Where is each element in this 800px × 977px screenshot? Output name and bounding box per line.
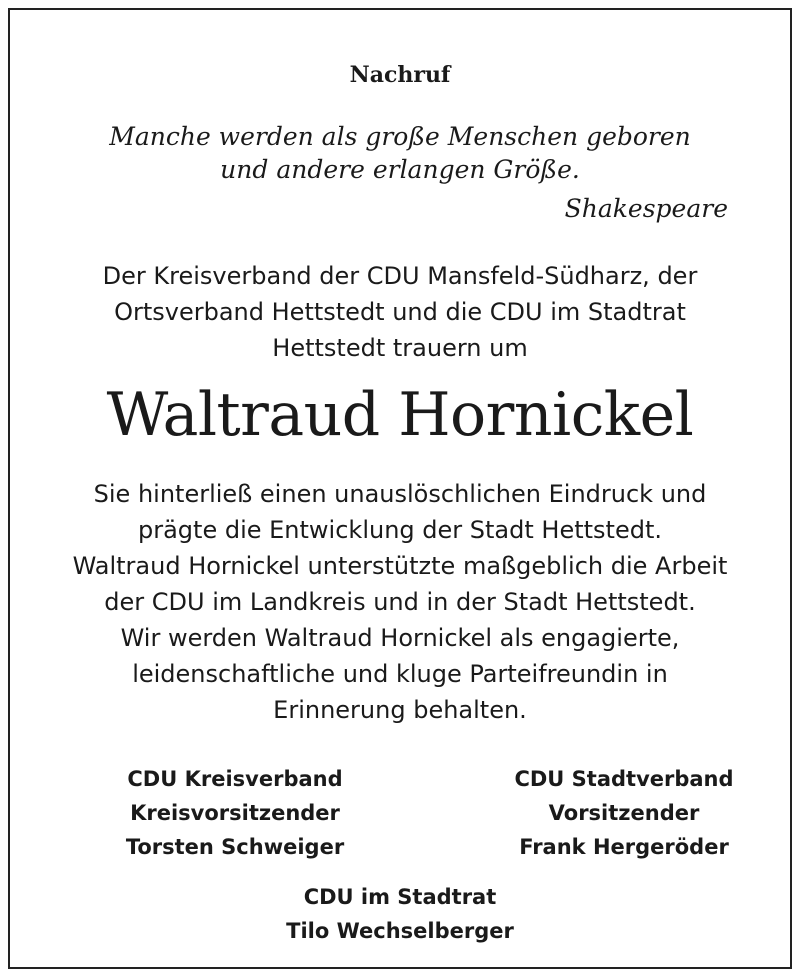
quote-line: und andere erlangen Größe.: [220, 155, 580, 184]
signature-org: CDU im Stadtrat: [303, 885, 497, 909]
signature-person: Torsten Schweiger: [125, 835, 345, 859]
signature-org: CDU Stadtverband: [514, 767, 734, 791]
deceased-name: Waltraud Hornickel: [106, 380, 694, 450]
signature-kreisverband: [100, 762, 370, 864]
tribute-line: der CDU im Landkreis und in der Stadt Hettstedt.: [104, 588, 696, 616]
tribute-text: [10, 476, 790, 728]
intro-line: Hettstedt trauern um: [272, 334, 528, 362]
tribute-line: Sie hinterließ einen unauslöschlichen Eindruck und: [93, 480, 707, 508]
signature-role: Kreisvorsitzender: [130, 801, 340, 825]
signature-person: Frank Hergeröder: [519, 835, 729, 859]
tribute-line: Waltraud Hornickel unterstützte maßgeblich die Arbeit: [72, 552, 728, 580]
signature-person: Tilo Wechselberger: [286, 919, 514, 943]
intro-text: [10, 258, 790, 366]
intro-line: Ortsverband Hettstedt und die CDU im Stadtrat: [114, 298, 686, 326]
obituary-notice: [8, 8, 792, 969]
quote-author: Shakespeare: [564, 194, 728, 223]
signature-stadtverband: [474, 762, 774, 864]
notice-heading: Nachruf: [349, 62, 451, 88]
quote-line: Manche werden als große Menschen geboren: [109, 122, 691, 151]
quote-block: [10, 120, 790, 186]
tribute-line: prägte die Entwicklung der Stadt Hettstedt.: [138, 516, 662, 544]
signature-role: Vorsitzender: [548, 801, 700, 825]
signature-org: CDU Kreisverband: [127, 767, 343, 791]
tribute-line: Erinnerung behalten.: [273, 696, 527, 724]
intro-line: Der Kreisverband der CDU Mansfeld-Südharz, der: [102, 262, 698, 290]
tribute-line: Wir werden Waltraud Hornickel als engagierte,: [120, 624, 680, 652]
signature-stadtrat: [10, 880, 790, 948]
tribute-line: leidenschaftliche und kluge Parteifreundin in: [132, 660, 668, 688]
